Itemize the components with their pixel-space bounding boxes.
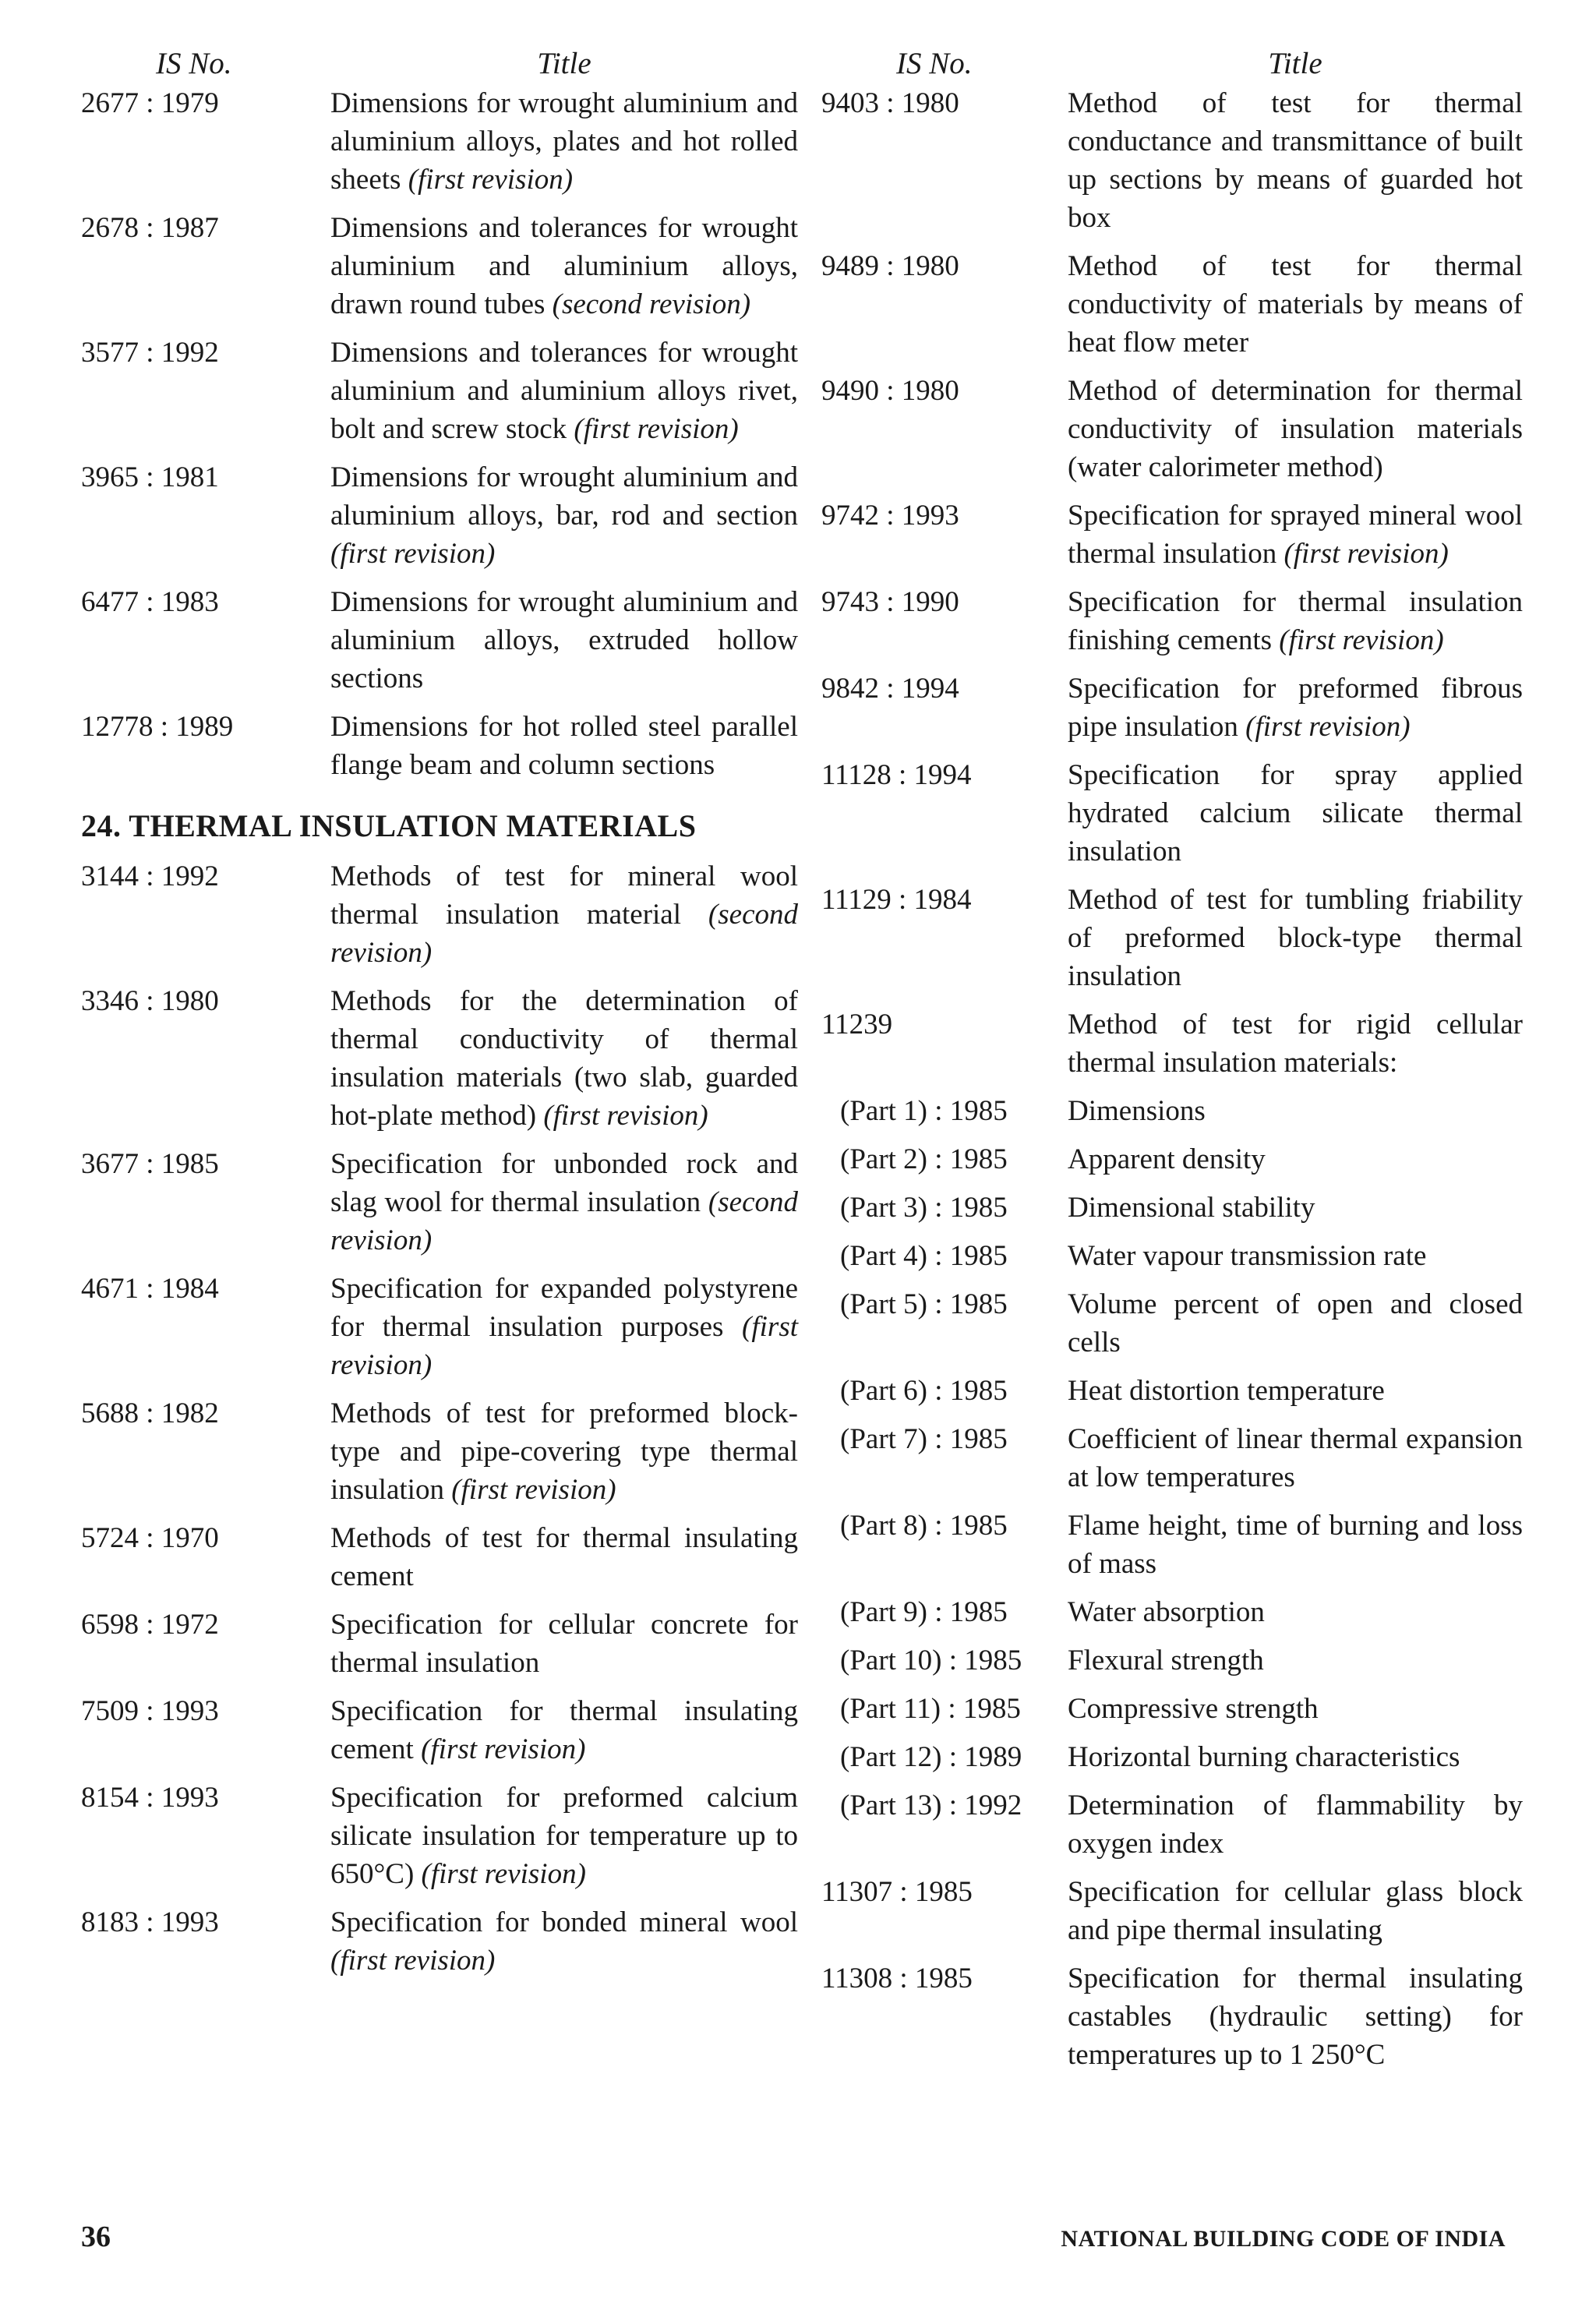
is-number: 4671 : 1984 — [81, 1273, 219, 1305]
is-number: 11307 : 1985 — [821, 1876, 973, 1908]
revision-note: (first revision) — [330, 538, 496, 570]
title-text: Dimensions and tolerances for wrought aluminium and aluminium alloys, drawn round tubes — [330, 212, 798, 320]
is-number: 11239 — [821, 1009, 893, 1040]
standard-title — [330, 1270, 798, 1384]
standard-title — [1068, 583, 1523, 659]
revision-note: (first revision) — [574, 413, 739, 445]
is-number: 5724 : 1970 — [81, 1522, 219, 1554]
standard-part-entry — [821, 1420, 1523, 1496]
standard-title — [1068, 1189, 1523, 1227]
is-number: (Part 9) : 1985 — [840, 1596, 1008, 1628]
standard-part-entry — [821, 1237, 1523, 1275]
is-number: 9742 : 1993 — [821, 500, 959, 532]
standard-part-entry — [821, 1189, 1523, 1227]
standard-part-entry — [821, 1593, 1523, 1631]
standard-entry — [81, 84, 798, 199]
standard-title — [1068, 1285, 1523, 1362]
standard-title — [330, 1692, 798, 1768]
page-footer — [0, 2220, 1596, 2259]
standard-title — [1068, 1786, 1523, 1863]
standard-entry — [821, 496, 1523, 573]
title-text: Method of test for thermal conductance and transmittance of built up sections by means of guarded hot box — [1068, 87, 1523, 234]
left-column — [81, 45, 798, 1990]
title-text: Specification for expanded polystyrene for thermal insulation purposes — [330, 1273, 798, 1343]
is-number: 3144 : 1992 — [81, 860, 219, 892]
standard-title — [1068, 1420, 1523, 1496]
is-number: 6477 : 1983 — [81, 586, 219, 618]
revision-note: (first revision) — [421, 1858, 586, 1890]
is-number: 9489 : 1980 — [821, 250, 959, 282]
standard-title — [330, 1519, 798, 1595]
title-text: Water vapour transmission rate — [1068, 1240, 1427, 1272]
title-text: Dimensions for wrought aluminium and aluminium alloys, bar, rod and section — [330, 461, 798, 532]
standard-entry — [81, 583, 798, 698]
is-number: 3677 : 1985 — [81, 1148, 219, 1180]
is-number: 3965 : 1981 — [81, 461, 219, 493]
is-number: (Part 4) : 1985 — [840, 1240, 1008, 1272]
standard-entry — [821, 881, 1523, 995]
is-number: 2677 : 1979 — [81, 87, 219, 119]
title-text: Methods for the determination of thermal conductivity of thermal insulation materials (two slab, guarded hot-plate method) — [330, 985, 798, 1132]
standard-entry — [81, 1606, 798, 1682]
right-entries — [821, 84, 1523, 2074]
standard-part-entry — [821, 1786, 1523, 1863]
is-number: (Part 12) : 1989 — [840, 1741, 1022, 1773]
standard-title — [1068, 496, 1523, 573]
is-number: 3346 : 1980 — [81, 985, 219, 1017]
title-text: Specification for preformed fibrous pipe insulation — [1068, 673, 1523, 743]
revision-note: (first revision) — [408, 164, 574, 196]
is-number: 9743 : 1990 — [821, 586, 959, 618]
standard-part-entry — [821, 1690, 1523, 1728]
standard-title — [1068, 1372, 1523, 1410]
title-header: Title — [1268, 47, 1322, 80]
standard-title — [330, 458, 798, 573]
revision-note: (first revision) — [1284, 538, 1449, 570]
left-top-entries — [81, 84, 798, 784]
standard-part-entry — [821, 1285, 1523, 1362]
standard-entry — [821, 670, 1523, 746]
is-no-header: IS No. — [896, 47, 973, 80]
standard-title — [330, 982, 798, 1135]
standard-entry — [821, 84, 1523, 237]
is-number: 6598 : 1972 — [81, 1609, 219, 1641]
standard-title — [330, 1145, 798, 1260]
standard-title — [1068, 1140, 1523, 1178]
standard-title — [1068, 1873, 1523, 1949]
standard-part-entry — [821, 1738, 1523, 1776]
standard-entry — [81, 982, 798, 1135]
revision-note: (second revision) — [330, 899, 798, 969]
title-text: Specification for thermal insulating castables (hydraulic setting) for temperatures up to 1 250°C — [1068, 1963, 1523, 2071]
title-text: Horizontal burning characteristics — [1068, 1741, 1460, 1773]
revision-note: (first revision) — [330, 1945, 496, 1977]
is-number: (Part 8) : 1985 — [840, 1510, 1008, 1542]
standard-title — [330, 1394, 798, 1509]
standard-title — [330, 84, 798, 199]
title-text: Dimensions for wrought aluminium and aluminium alloys, plates and hot rolled sheets — [330, 87, 798, 196]
is-number: (Part 6) : 1985 — [840, 1375, 1008, 1407]
section-heading: 24. THERMAL INSULATION MATERIALS — [81, 808, 697, 843]
standard-title — [1068, 372, 1523, 486]
title-text: Methods of test for preformed block-type and pipe-covering type thermal insulation — [330, 1397, 798, 1506]
standard-entry — [81, 334, 798, 448]
standard-entry — [821, 1873, 1523, 1949]
revision-note: (first revision) — [1279, 624, 1444, 656]
title-text: Specification for thermal insulation finishing cements — [1068, 586, 1523, 656]
standard-title — [330, 1903, 798, 1980]
left-section-entries — [81, 857, 798, 1980]
right-column — [821, 45, 1523, 2084]
is-number: 11128 : 1994 — [821, 759, 972, 791]
is-number: 9403 : 1980 — [821, 87, 959, 119]
is-number: 12778 : 1989 — [81, 711, 234, 743]
is-number: 5688 : 1982 — [81, 1397, 219, 1429]
standard-part-entry — [821, 1372, 1523, 1410]
page-number: 36 — [81, 2221, 111, 2253]
is-number: (Part 11) : 1985 — [840, 1693, 1021, 1725]
title-text: Method of test for rigid cellular thermal insulation materials: — [1068, 1009, 1523, 1079]
standard-title — [1068, 1959, 1523, 2074]
title-text: Specification for spray applied hydrated calcium silicate thermal insulation — [1068, 759, 1523, 867]
is-number: (Part 5) : 1985 — [840, 1288, 1008, 1320]
title-text: Flexural strength — [1068, 1645, 1264, 1676]
revision-note: (first revision) — [543, 1100, 708, 1132]
standard-title — [330, 708, 798, 784]
standard-entry — [821, 1005, 1523, 1082]
right-column-header — [821, 45, 1523, 83]
title-header: Title — [537, 47, 591, 80]
title-text: Determination of flammability by oxygen index — [1068, 1789, 1523, 1860]
standard-part-entry — [821, 1092, 1523, 1130]
is-number: 11308 : 1985 — [821, 1963, 973, 1994]
title-text: Water absorption — [1068, 1596, 1265, 1628]
title-text: Specification for preformed calcium silicate insulation for temperature up to 650°C) — [330, 1782, 798, 1890]
standard-entry — [81, 1903, 798, 1980]
standard-title — [1068, 1005, 1523, 1082]
standard-entry — [81, 1270, 798, 1384]
title-text: Method of determination for thermal conductivity of insulation materials (water calorimeter method) — [1068, 375, 1523, 483]
standard-title — [330, 583, 798, 698]
is-number: 7509 : 1993 — [81, 1695, 219, 1727]
title-text: Method of test for tumbling friability of preformed block-type thermal insulation — [1068, 884, 1523, 992]
standard-title — [1068, 1690, 1523, 1728]
revision-note: (first revision) — [330, 1311, 799, 1381]
title-text: Dimensions for hot rolled steel parallel flange beam and column sections — [330, 711, 798, 781]
standard-entry — [81, 1145, 798, 1260]
standard-entry — [81, 857, 798, 972]
title-text: Specification for cellular concrete for thermal insulation — [330, 1609, 798, 1679]
revision-note: (first revision) — [1245, 711, 1411, 743]
standard-part-entry — [821, 1507, 1523, 1583]
is-number: 8154 : 1993 — [81, 1782, 219, 1814]
standard-entry — [821, 247, 1523, 362]
standard-entry — [821, 1959, 1523, 2074]
title-text: Compressive strength — [1068, 1693, 1319, 1725]
standard-title — [1068, 1593, 1523, 1631]
standard-title — [1068, 1507, 1523, 1583]
is-number: 9490 : 1980 — [821, 375, 959, 407]
standard-part-entry — [821, 1641, 1523, 1680]
standard-part-entry — [821, 1140, 1523, 1178]
is-number: 11129 : 1984 — [821, 884, 972, 916]
standard-entry — [81, 1779, 798, 1893]
revision-note: (second revision) — [330, 1186, 798, 1256]
standard-entry — [81, 1394, 798, 1509]
title-text: Methods of test for thermal insulating cement — [330, 1522, 798, 1592]
is-number: 2678 : 1987 — [81, 212, 219, 244]
is-number: (Part 2) : 1985 — [840, 1143, 1008, 1175]
title-text: Dimensions for wrought aluminium and aluminium alloys, extruded hollow sections — [330, 586, 798, 694]
title-text: Flame height, time of burning and loss of mass — [1068, 1510, 1523, 1580]
standard-title — [1068, 1237, 1523, 1275]
is-number: 3577 : 1992 — [81, 337, 219, 369]
is-number: 8183 : 1993 — [81, 1906, 219, 1938]
standard-title — [330, 857, 798, 972]
title-text: Specification for bonded mineral wool — [330, 1906, 798, 1938]
is-number: (Part 13) : 1992 — [840, 1789, 1022, 1821]
standard-title — [1068, 756, 1523, 871]
standard-title — [330, 1606, 798, 1682]
standard-title — [330, 1779, 798, 1893]
revision-note: (first revision) — [451, 1474, 616, 1506]
is-number: (Part 1) : 1985 — [840, 1095, 1008, 1127]
standard-title — [330, 334, 798, 448]
title-text: Methods of test for mineral wool thermal insulation material — [330, 860, 798, 931]
standard-entry — [821, 372, 1523, 486]
standard-title — [1068, 670, 1523, 746]
title-text: Dimensions — [1068, 1095, 1206, 1127]
standard-title — [1068, 84, 1523, 237]
is-number: (Part 7) : 1985 — [840, 1423, 1008, 1455]
standard-title — [1068, 1641, 1523, 1680]
standard-entry — [81, 1519, 798, 1595]
standard-entry — [81, 1692, 798, 1768]
title-text: Apparent density — [1068, 1143, 1266, 1175]
title-text: Heat distortion temperature — [1068, 1375, 1385, 1407]
standard-entry — [821, 756, 1523, 871]
title-text: Specification for thermal insulating cement — [330, 1695, 798, 1765]
title-text: Specification for cellular glass block and pipe thermal insulating — [1068, 1876, 1523, 1946]
title-text: Volume percent of open and closed cells — [1068, 1288, 1523, 1358]
is-number: (Part 3) : 1985 — [840, 1192, 1008, 1224]
title-text: Coefficient of linear thermal expansion at low temperatures — [1068, 1423, 1523, 1493]
standard-title — [1068, 1092, 1523, 1130]
standard-title — [330, 209, 798, 323]
revision-note: (second revision) — [552, 288, 751, 320]
standard-entry — [81, 209, 798, 323]
document-title: NATIONAL BUILDING CODE OF INDIA — [1061, 2226, 1506, 2252]
standard-title — [1068, 881, 1523, 995]
left-column-header — [81, 45, 798, 83]
title-text: Specification for unbonded rock and slag wool for thermal insulation — [330, 1148, 798, 1218]
standard-entry — [81, 708, 798, 784]
revision-note: (first revision) — [421, 1733, 586, 1765]
title-text: Method of test for thermal conductivity of materials by means of heat flow meter — [1068, 250, 1523, 359]
standard-title — [1068, 247, 1523, 362]
title-text: Dimensional stability — [1068, 1192, 1315, 1224]
standard-entry — [821, 583, 1523, 659]
is-number: (Part 10) : 1985 — [840, 1645, 1022, 1676]
title-text: Dimensions and tolerances for wrought aluminium and aluminium alloys rivet, bolt and screw stock — [330, 337, 798, 445]
title-text: Specification for sprayed mineral wool thermal insulation — [1068, 500, 1523, 570]
is-no-header: IS No. — [156, 47, 232, 80]
is-number: 9842 : 1994 — [821, 673, 959, 705]
standard-entry — [81, 458, 798, 573]
standard-title — [1068, 1738, 1523, 1776]
